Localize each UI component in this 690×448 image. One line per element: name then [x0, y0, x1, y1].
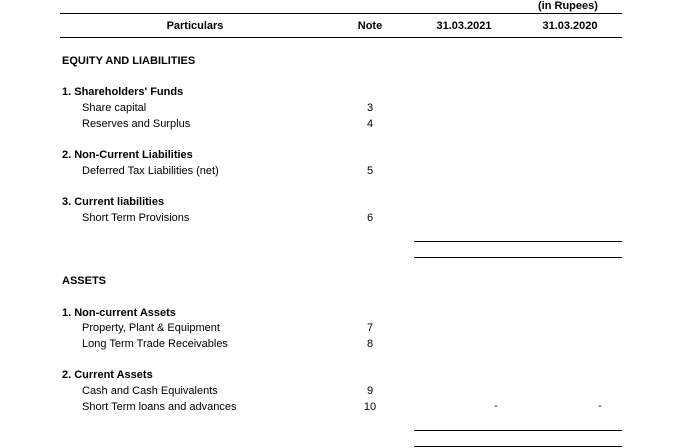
group-shareholders-funds: 1. Shareholders' Funds — [62, 86, 184, 98]
group-non-current-assets: 1. Non-current Assets — [62, 307, 176, 319]
header-bottom-rule — [60, 37, 622, 38]
line-item: Property, Plant & Equipment — [82, 322, 220, 334]
note-ref: 7 — [366, 322, 374, 334]
line-item: Long Term Trade Receivables — [82, 338, 228, 350]
header-particulars: Particulars — [166, 20, 224, 32]
note-ref: 10 — [363, 401, 377, 413]
line-item: Short Term loans and advances — [82, 401, 237, 413]
total-rule-equity-top — [414, 241, 622, 242]
top-rule — [60, 13, 622, 14]
line-item: Share capital — [82, 102, 147, 114]
note-ref: 3 — [366, 102, 374, 114]
note-ref: 9 — [366, 385, 374, 397]
group-current-assets: 2. Current Assets — [62, 369, 153, 381]
section-title-equity: EQUITY AND LIABILITIES — [62, 55, 196, 67]
header-note: Note — [357, 20, 383, 32]
header-year-previous: 31.03.2020 — [542, 20, 598, 32]
note-ref: 6 — [366, 212, 374, 224]
note-ref: 5 — [366, 165, 374, 177]
total-rule-assets-bottom — [414, 446, 622, 447]
value-current-year: - — [494, 400, 498, 412]
line-item: Short Term Provisions — [82, 212, 190, 224]
value-previous-year: - — [598, 400, 602, 412]
total-rule-equity-bottom — [414, 257, 622, 258]
note-ref: 4 — [366, 118, 374, 130]
note-ref: 8 — [366, 338, 374, 350]
group-non-current-liabilities: 2. Non-Current Liabilities — [62, 149, 193, 161]
line-item: Cash and Cash Equivalents — [82, 385, 218, 397]
line-item: Reserves and Surplus — [82, 118, 191, 130]
unit-label: (in Rupees) — [538, 0, 598, 12]
header-year-current: 31.03.2021 — [436, 20, 492, 32]
line-item: Deferred Tax Liabilities (net) — [82, 165, 219, 177]
section-title-assets: ASSETS — [62, 275, 107, 287]
total-rule-assets-top — [414, 430, 622, 431]
group-current-liabilities: 3. Current liabilities — [62, 196, 165, 208]
